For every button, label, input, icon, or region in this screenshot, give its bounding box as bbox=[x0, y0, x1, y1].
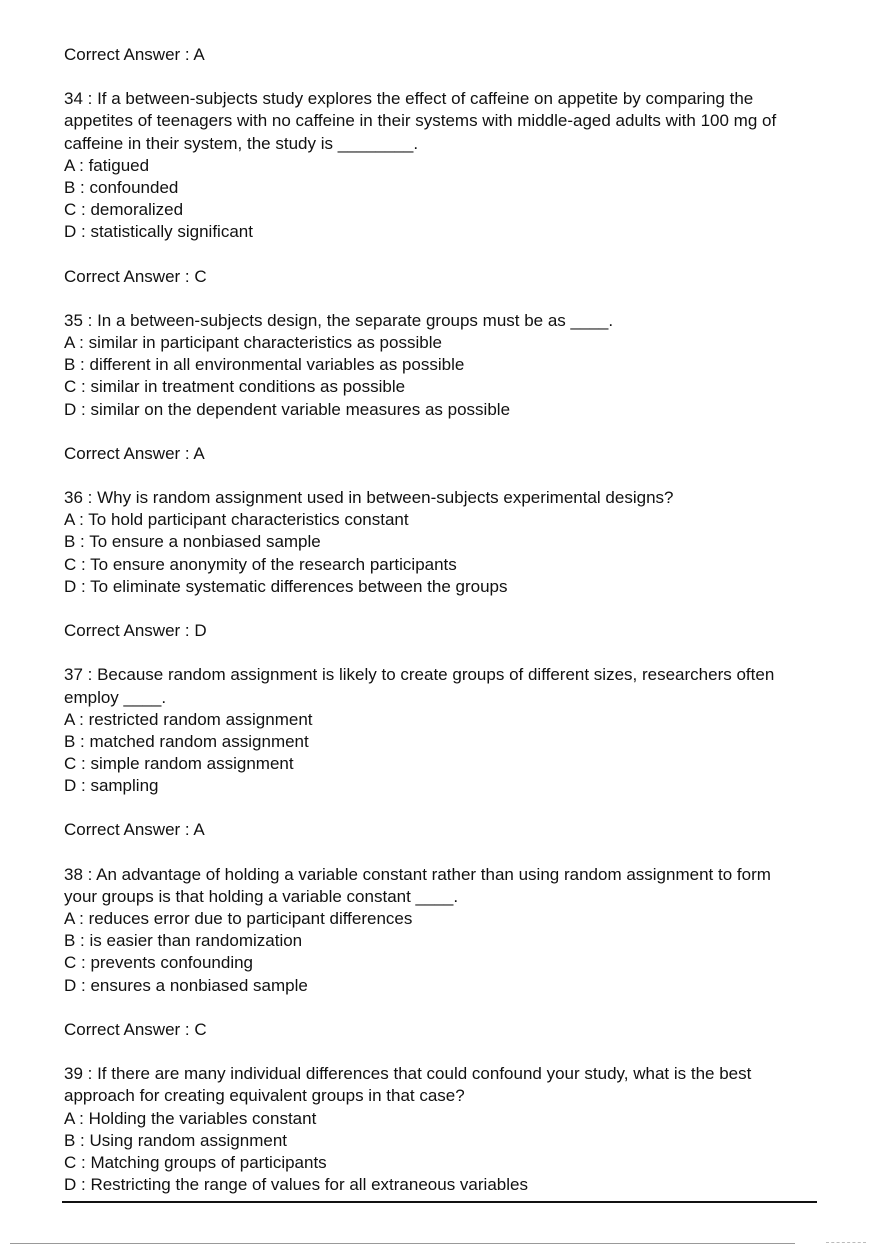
answer-option: D : statistically significant bbox=[64, 222, 253, 242]
answer-option: D : To eliminate systematic differences between the groups bbox=[64, 576, 508, 596]
correct-answer: Correct Answer : A bbox=[64, 820, 205, 840]
spacer bbox=[64, 797, 824, 819]
question-text: approach for creating equivalent groups in that case? bbox=[64, 1086, 465, 1106]
question-text: caffeine in their system, the study is ________. bbox=[64, 133, 419, 153]
answer-option: A : reduces error due to participant differences bbox=[64, 909, 413, 929]
spacer bbox=[64, 66, 824, 88]
spacer bbox=[64, 465, 824, 487]
answer-option: D : ensures a nonbiased sample bbox=[64, 975, 308, 995]
spacer bbox=[64, 288, 824, 310]
spacer bbox=[64, 997, 824, 1019]
answer-option: D : sampling bbox=[64, 776, 159, 796]
answer-option: B : To ensure a nonbiased sample bbox=[64, 532, 321, 552]
answer-option: C : Matching groups of participants bbox=[64, 1152, 327, 1172]
question-text: 38 : An advantage of holding a variable constant rather than using random assignment to form bbox=[64, 864, 771, 884]
answer-option: C : simple random assignment bbox=[64, 754, 294, 773]
answer-option: B : Using random assignment bbox=[64, 1130, 287, 1150]
question-text: appetites of teenagers with no caffeine in their systems with middle-aged adults with 100 mg of bbox=[64, 111, 777, 131]
answer-option: B : confounded bbox=[64, 177, 179, 197]
answer-option: D : Restricting the range of values for all extraneous variables bbox=[64, 1174, 528, 1194]
spacer bbox=[64, 243, 824, 265]
answer-option: C : prevents confounding bbox=[64, 953, 254, 973]
spacer bbox=[64, 1041, 824, 1063]
answer-option: B : is easier than randomization bbox=[64, 931, 303, 951]
answer-option: A : restricted random assignment bbox=[64, 709, 313, 729]
correct-answer: Correct Answer : D bbox=[64, 621, 207, 641]
answer-option: C : To ensure anonymity of the research participants bbox=[64, 554, 457, 574]
answer-option: A : similar in participant characteristics as possible bbox=[64, 333, 442, 353]
spacer bbox=[64, 842, 824, 864]
correct-answer: Correct Answer : C bbox=[64, 266, 207, 286]
footer-rule bbox=[10, 1243, 795, 1244]
correct-answer: Correct Answer : A bbox=[64, 443, 205, 463]
answer-option: A : fatigued bbox=[64, 155, 150, 175]
question-text: 35 : In a between-subjects design, the separate groups must be as ____. bbox=[64, 310, 614, 330]
footer-mark bbox=[826, 1242, 866, 1245]
spacer bbox=[64, 421, 824, 443]
answer-option: C : demoralized bbox=[64, 200, 184, 220]
question-text: employ ____. bbox=[64, 687, 167, 707]
question-text: 37 : Because random assignment is likely to create groups of different sizes, researchers often bbox=[64, 665, 775, 685]
correct-answer: Correct Answer : C bbox=[64, 1019, 207, 1039]
document-body bbox=[64, 44, 824, 1196]
page-bottom-rule bbox=[62, 1201, 817, 1203]
spacer bbox=[64, 598, 824, 620]
correct-answer: Correct Answer : A bbox=[64, 45, 205, 64]
answer-option: A : Holding the variables constant bbox=[64, 1108, 317, 1128]
answer-option: D : similar on the dependent variable measures as possible bbox=[64, 399, 511, 419]
question-text: 36 : Why is random assignment used in between-subjects experimental designs? bbox=[64, 488, 674, 508]
question-text: 34 : If a between-subjects study explores the effect of caffeine on appetite by comparing the bbox=[64, 89, 754, 109]
spacer bbox=[64, 642, 824, 664]
question-text: 39 : If there are many individual differences that could confound your study, what is the best bbox=[64, 1064, 752, 1084]
question-text: your groups is that holding a variable constant ____. bbox=[64, 886, 459, 906]
answer-option: B : different in all environmental variables as possible bbox=[64, 355, 465, 375]
answer-option: B : matched random assignment bbox=[64, 731, 309, 751]
answer-option: A : To hold participant characteristics constant bbox=[64, 510, 409, 530]
answer-option: C : similar in treatment conditions as possible bbox=[64, 377, 406, 397]
